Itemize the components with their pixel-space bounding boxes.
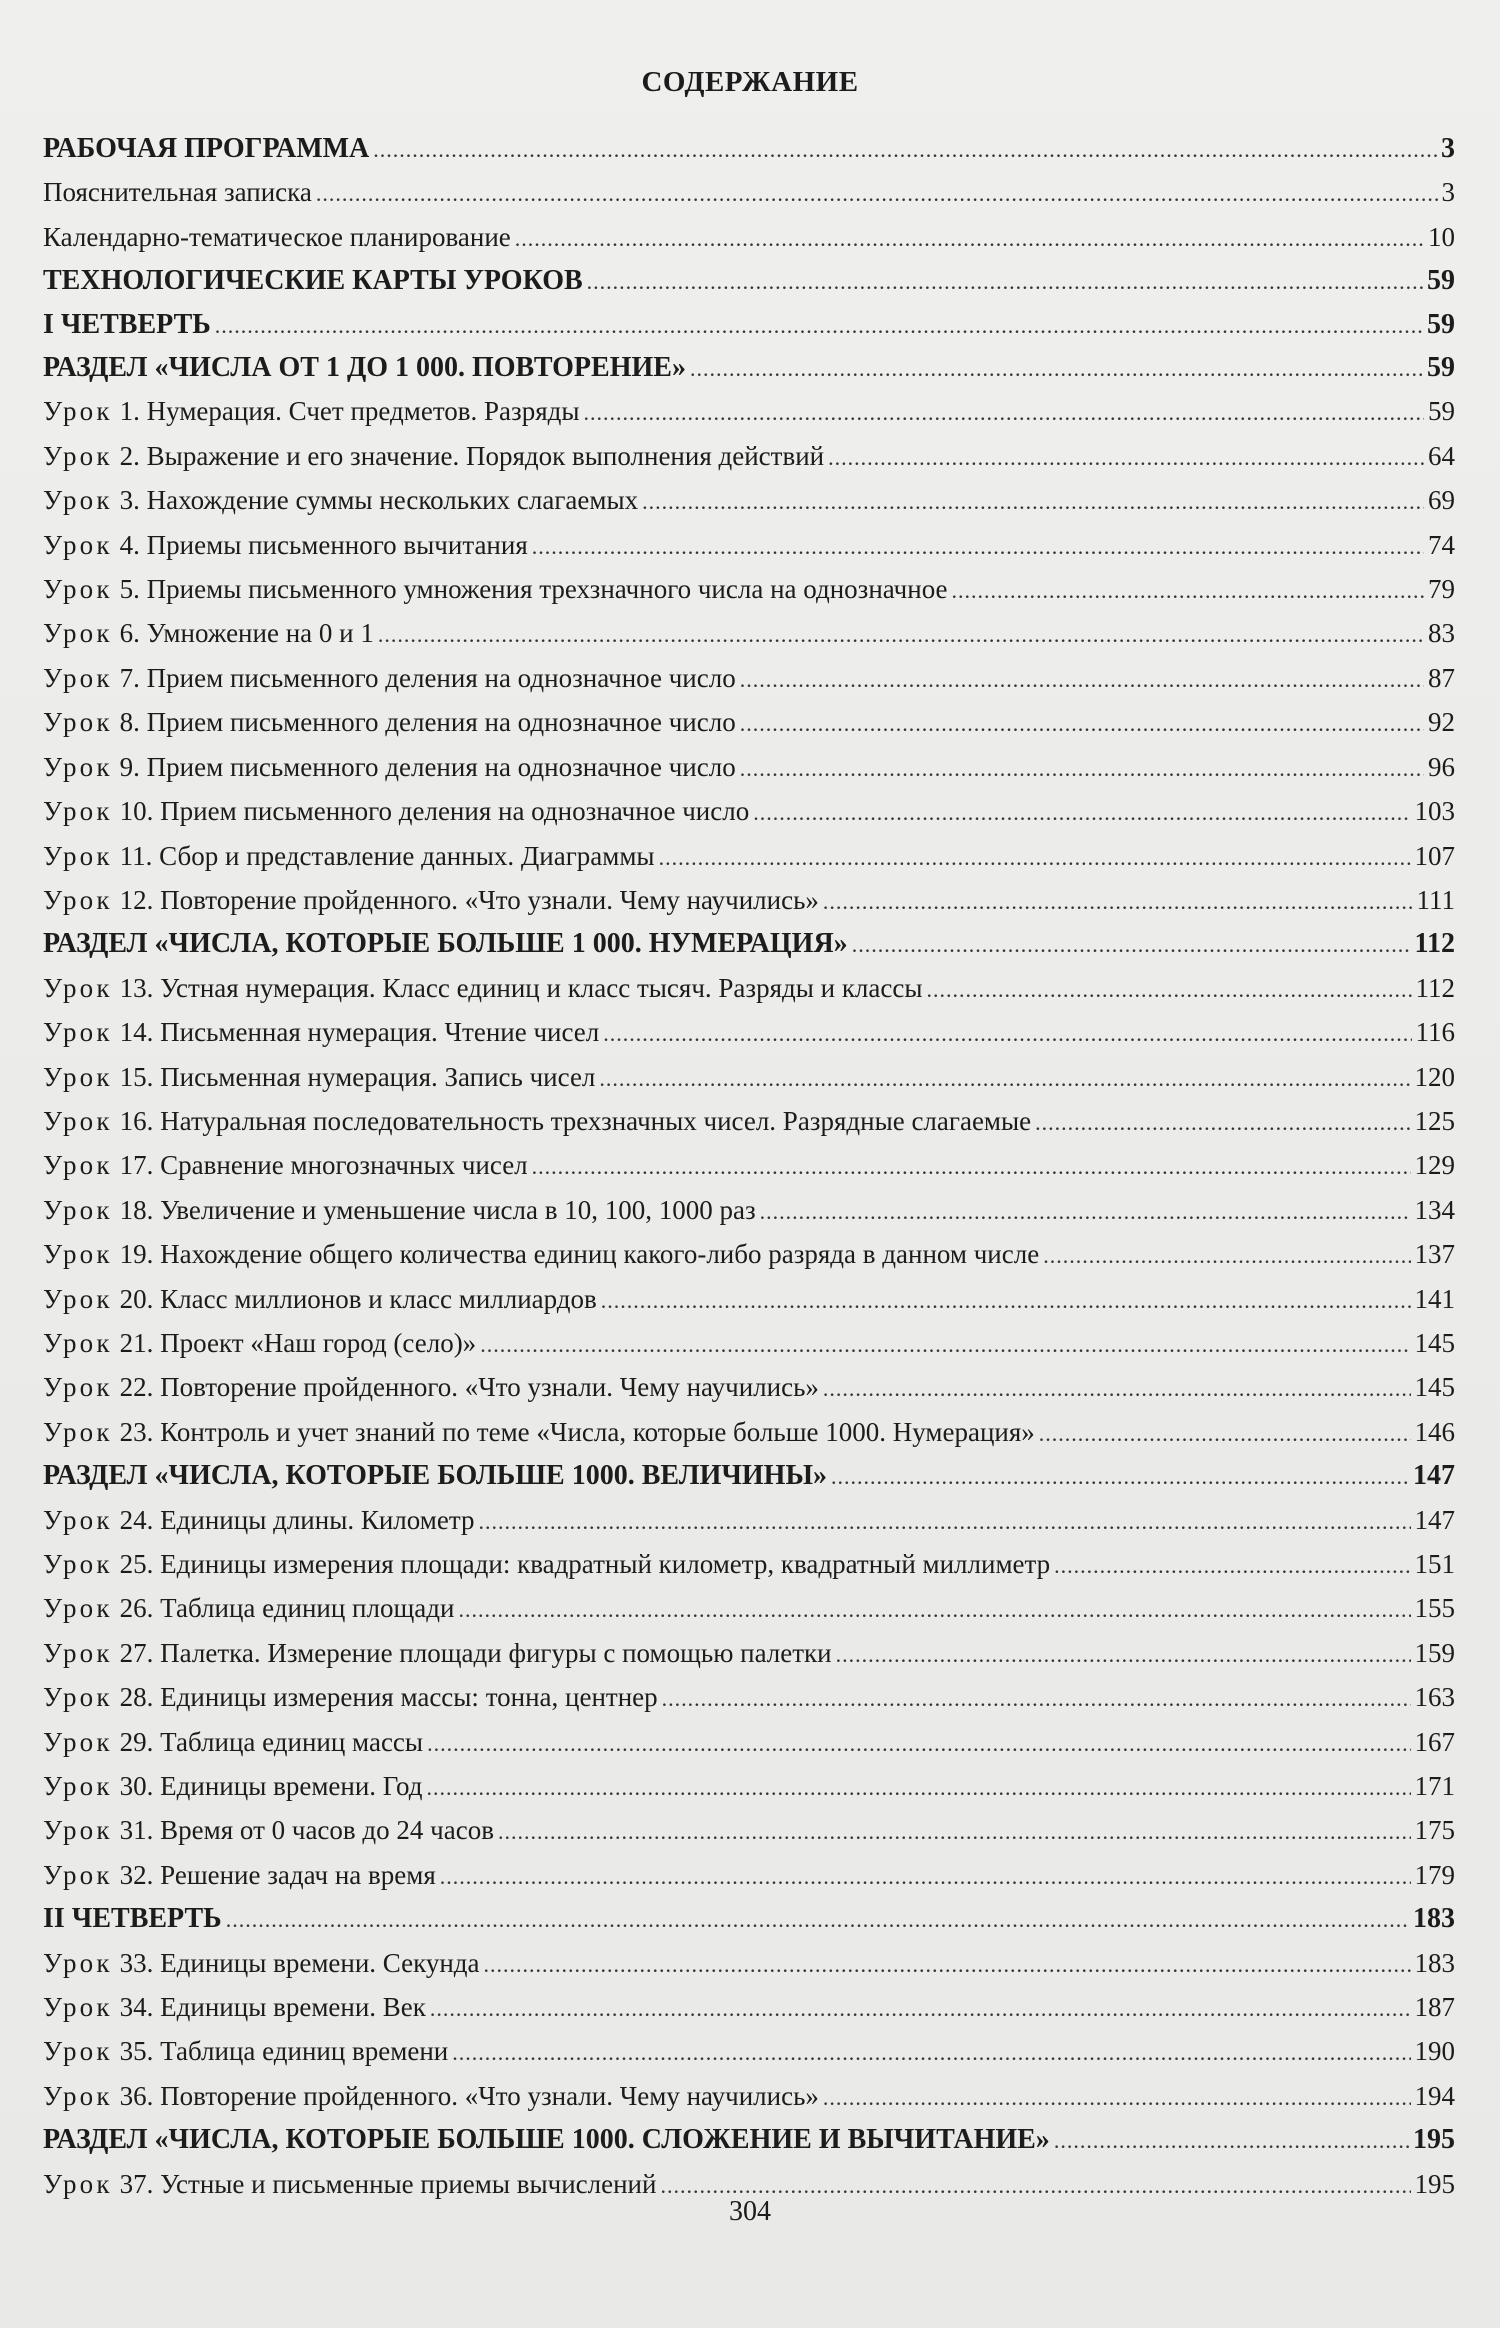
toc-entry-label xyxy=(43,1100,1031,1142)
dot-leader xyxy=(828,437,1424,479)
toc-entry xyxy=(43,879,1455,923)
toc-entry-text: 14. Письменная нумерация. Чтение чисел xyxy=(119,1017,600,1048)
toc-lesson-prefix: Урок xyxy=(43,1992,113,2023)
toc-page-number: 112 xyxy=(1414,928,1455,960)
toc-entry xyxy=(43,1854,1455,1898)
dot-leader xyxy=(690,348,1423,390)
toc-lesson-prefix: Урок xyxy=(43,396,113,427)
toc-entry-text: 26. Таблица единиц площади xyxy=(119,1593,455,1624)
page-number: 304 xyxy=(729,2196,771,2227)
toc-page-number: 59 xyxy=(1428,396,1455,427)
toc-entry-label xyxy=(43,479,638,521)
toc-entry-text: 29. Таблица единиц массы xyxy=(119,1726,424,1757)
toc-page-number: 87 xyxy=(1428,662,1455,693)
dot-leader xyxy=(662,1678,1411,1720)
toc-page-number: 59 xyxy=(1427,308,1455,340)
dot-leader xyxy=(427,1723,1410,1765)
toc-page-number: 125 xyxy=(1414,1105,1455,1136)
dot-leader xyxy=(587,261,1423,303)
toc-entry xyxy=(43,1322,1455,1366)
toc-entry-text: 24. Единицы длины. Километр xyxy=(119,1504,475,1535)
toc-entry-text: 30. Единицы времени. Год xyxy=(119,1771,423,1802)
toc-entry-label xyxy=(43,1854,436,1896)
toc-lesson-prefix: Урок xyxy=(43,1194,113,1225)
toc-entry-label xyxy=(43,1499,474,1541)
toc-entry-text: 34. Единицы времени. Век xyxy=(119,1992,426,2023)
toc-entry-text: 3. Нахождение суммы нескольких слагаемых xyxy=(119,485,639,516)
toc-page-number: 3 xyxy=(1441,133,1455,164)
toc-lesson-prefix: Урок xyxy=(43,2036,113,2067)
toc-section-heading xyxy=(43,923,1455,966)
toc-page-number: 79 xyxy=(1428,574,1455,605)
dot-leader xyxy=(440,1856,1411,1898)
toc-entry-text: 19. Нахождение общего количества единиц какого-либо разряда в данном числе xyxy=(119,1239,1040,1270)
toc-page-number: 74 xyxy=(1428,529,1455,560)
dot-leader xyxy=(478,1501,1410,1543)
toc-lesson-prefix: Урок xyxy=(43,1726,113,1757)
toc-page-number: 155 xyxy=(1414,1593,1455,1624)
toc-page-number: 151 xyxy=(1414,1549,1455,1579)
toc-lesson-prefix: Урок xyxy=(43,1372,113,1403)
toc-entry-label xyxy=(43,1809,494,1851)
toc-lesson-prefix: Урок xyxy=(43,796,113,827)
dot-leader xyxy=(316,173,1438,215)
toc-entry xyxy=(43,1721,1455,1765)
toc-entry-text: 36. Повторение пройденного. «Что узнали. Чему научились» xyxy=(119,2080,819,2111)
toc-lesson-prefix: Урок xyxy=(43,972,113,1003)
toc-entry xyxy=(43,1499,1455,1543)
table-of-contents xyxy=(43,128,1455,2207)
dot-leader xyxy=(852,924,1411,966)
dot-leader xyxy=(603,1013,1411,1055)
toc-entry-text: 25. Единицы измерения площади: квадратный километр, квадратный миллиметр xyxy=(119,1549,1051,1579)
toc-entry-text: 2. Выражение и его значение. Порядок выполнения действий xyxy=(119,440,825,471)
toc-entry xyxy=(43,171,1455,215)
toc-page-number: 120 xyxy=(1414,1061,1455,1092)
toc-page-number: 111 xyxy=(1416,884,1455,915)
toc-page-number: 163 xyxy=(1414,1682,1455,1713)
dot-leader xyxy=(515,218,1424,260)
toc-lesson-prefix: Урок xyxy=(43,618,113,649)
toc-entry-text: 11. Сбор и представление данных. Диаграммы xyxy=(119,840,655,871)
toc-entry xyxy=(43,1233,1455,1277)
toc-entry-text: 23. Контроль и учет знаний по теме «Числа, которые больше 1000. Нумерация» xyxy=(119,1416,1035,1447)
dot-leader xyxy=(1054,2120,1409,2162)
toc-entry-text: 13. Устная нумерация. Класс единиц и класс тысяч. Разряды и классы xyxy=(119,972,923,1003)
toc-page-number: 3 xyxy=(1441,177,1455,208)
toc-page-number: 179 xyxy=(1414,1859,1455,1890)
toc-page-number: 96 xyxy=(1428,751,1455,782)
toc-entry xyxy=(43,2030,1455,2074)
dot-leader xyxy=(823,881,1413,923)
toc-entry-text: РАЗДЕЛ «ЧИСЛА, КОТОРЫЕ БОЛЬШЕ 1000. ВЕЛИЧИНЫ» xyxy=(43,1460,827,1492)
toc-entry-label xyxy=(43,835,655,877)
toc-entry xyxy=(43,1676,1455,1720)
toc-page-number: 194 xyxy=(1414,2080,1455,2111)
toc-lesson-prefix: Урок xyxy=(43,662,113,693)
toc-entry-text: 32. Решение задач на время xyxy=(119,1859,436,1890)
toc-entry-text: 9. Прием письменного деления на однозначное число xyxy=(119,751,736,782)
toc-entry xyxy=(43,1942,1455,1986)
toc-page-number: 183 xyxy=(1413,1903,1455,1935)
dot-leader xyxy=(498,1811,1411,1853)
toc-entry-label xyxy=(43,790,749,832)
toc-entry-label xyxy=(43,1765,423,1807)
toc-page-number: 137 xyxy=(1414,1239,1455,1270)
dot-leader xyxy=(823,1368,1411,1410)
toc-page-number: 103 xyxy=(1414,796,1455,827)
toc-lesson-prefix: Урок xyxy=(43,884,113,915)
toc-entry-label xyxy=(43,1011,599,1053)
toc-entry-label xyxy=(43,1898,222,1940)
page-title: СОДЕРЖАНИЕ xyxy=(641,66,859,98)
dot-leader xyxy=(642,481,1424,523)
toc-page-number: 116 xyxy=(1415,1017,1455,1048)
toc-entry-text: 28. Единицы измерения массы: тонна, центнер xyxy=(119,1682,658,1713)
toc-page-number: 92 xyxy=(1428,707,1455,738)
dot-leader xyxy=(458,1589,1410,1631)
toc-lesson-prefix: Урок xyxy=(43,574,113,605)
toc-page-number: 134 xyxy=(1414,1194,1455,1225)
toc-page-number: 146 xyxy=(1414,1416,1455,1447)
toc-lesson-prefix: Урок xyxy=(43,1150,113,1181)
toc-entry-label xyxy=(43,746,736,788)
toc-entry-label xyxy=(43,1455,827,1497)
toc-page-number: 187 xyxy=(1414,1992,1455,2023)
dot-leader xyxy=(584,392,1425,434)
dot-leader xyxy=(740,703,1424,745)
toc-entry-label xyxy=(43,1986,426,2028)
toc-page-number: 59 xyxy=(1427,352,1455,384)
toc-lesson-prefix: Урок xyxy=(43,751,113,782)
toc-entry-text: Календарно-тематическое планирование xyxy=(43,221,511,252)
toc-entry xyxy=(43,1411,1455,1455)
toc-entry-label xyxy=(43,1278,597,1320)
toc-entry-text: 37. Устные и письменные приемы вычислений xyxy=(119,2168,657,2199)
toc-entry-text: 4. Приемы письменного вычитания xyxy=(119,529,528,560)
toc-entry xyxy=(43,967,1455,1011)
dot-leader xyxy=(430,1988,1411,2030)
toc-entry xyxy=(43,1632,1455,1676)
toc-entry xyxy=(43,1100,1455,1144)
toc-entry-text: 18. Увеличение и уменьшение числа в 10, 100, 1000 раз xyxy=(119,1194,756,1225)
toc-entry-text: 20. Класс миллионов и класс миллиардов xyxy=(119,1283,597,1314)
toc-entry xyxy=(43,1366,1455,1410)
toc-entry-label xyxy=(43,923,848,965)
toc-entry-label xyxy=(43,1056,595,1098)
toc-entry-text: 16. Натуральная последовательность трехзначных чисел. Разрядные слагаемые xyxy=(119,1105,1032,1136)
toc-page-number: 195 xyxy=(1414,2168,1455,2199)
toc-entry xyxy=(43,1278,1455,1322)
toc-entry xyxy=(43,835,1455,879)
toc-lesson-prefix: Урок xyxy=(43,2168,113,2199)
dot-leader xyxy=(740,748,1424,790)
toc-page-number: 175 xyxy=(1414,1815,1455,1846)
toc-lesson-prefix: Урок xyxy=(43,707,113,738)
toc-lesson-prefix: Урок xyxy=(43,840,113,871)
toc-lesson-prefix: Урок xyxy=(43,1105,113,1136)
dot-leader xyxy=(599,1058,1410,1100)
toc-entry-label xyxy=(43,171,312,213)
toc-entry-text: 10. Прием письменного деления на однозначное число xyxy=(119,796,750,827)
toc-entry xyxy=(43,701,1455,745)
toc-entry-label xyxy=(43,524,528,566)
toc-lesson-prefix: Урок xyxy=(43,1682,113,1713)
toc-entry-label xyxy=(43,1721,423,1763)
toc-lesson-prefix: Урок xyxy=(43,1947,113,1978)
toc-section-heading xyxy=(43,260,1455,303)
toc-entry-label xyxy=(43,1366,819,1408)
toc-page-number: 141 xyxy=(1414,1283,1455,1314)
toc-lesson-prefix: Урок xyxy=(43,1327,113,1358)
toc-entry-label xyxy=(43,1411,1035,1453)
toc-lesson-prefix: Урок xyxy=(43,1771,113,1802)
toc-entry-label xyxy=(43,216,511,258)
toc-entry-text: 6. Умножение на 0 и 1 xyxy=(119,618,374,649)
toc-lesson-prefix: Урок xyxy=(43,2080,113,2111)
toc-entry-label xyxy=(43,1942,480,1984)
toc-entry-text: 22. Повторение пройденного. «Что узнали. Чему научились» xyxy=(119,1372,819,1403)
toc-entry-text: 15. Письменная нумерация. Запись чисел xyxy=(119,1061,596,1092)
toc-page-number: 147 xyxy=(1414,1504,1455,1535)
dot-leader xyxy=(1035,1102,1410,1144)
toc-entry-label xyxy=(43,1543,1050,1585)
toc-entry xyxy=(43,657,1455,701)
toc-entry-label xyxy=(43,967,923,1009)
dot-leader xyxy=(659,837,1411,879)
toc-section-heading xyxy=(43,304,1455,347)
toc-entry xyxy=(43,1765,1455,1809)
toc-entry-label xyxy=(43,2075,819,2117)
toc-entry-text: РАБОЧАЯ ПРОГРАММА xyxy=(43,133,370,164)
toc-entry-label xyxy=(43,701,736,743)
toc-entry xyxy=(43,1543,1455,1587)
toc-lesson-prefix: Урок xyxy=(43,1504,113,1535)
toc-section-heading xyxy=(43,1455,1455,1498)
toc-lesson-prefix: Урок xyxy=(43,1859,113,1890)
toc-entry xyxy=(43,1189,1455,1233)
toc-entry xyxy=(43,612,1455,656)
toc-entry-label xyxy=(43,568,948,610)
toc-lesson-prefix: Урок xyxy=(43,1017,113,1048)
dot-leader xyxy=(373,129,1437,171)
toc-page-number: 145 xyxy=(1414,1372,1455,1403)
toc-page-number: 159 xyxy=(1414,1637,1455,1668)
toc-entry-text: 33. Единицы времени. Секунда xyxy=(119,1947,480,1978)
toc-entry-label xyxy=(43,879,819,921)
toc-entry-label xyxy=(43,390,580,432)
toc-entry xyxy=(43,1587,1455,1631)
toc-lesson-prefix: Урок xyxy=(43,1637,113,1668)
toc-page-number: 145 xyxy=(1414,1327,1455,1358)
toc-page-number: 129 xyxy=(1414,1150,1455,1181)
toc-page-number: 107 xyxy=(1414,840,1455,871)
dot-leader xyxy=(452,2032,1410,2074)
toc-entry-text: 35. Таблица единиц времени xyxy=(119,2036,449,2067)
dot-leader xyxy=(823,2077,1411,2119)
toc-lesson-prefix: Урок xyxy=(43,485,113,516)
dot-leader xyxy=(952,570,1424,612)
toc-entry xyxy=(43,479,1455,523)
dot-leader xyxy=(532,1146,1411,1188)
toc-entry-text: Пояснительная записка xyxy=(43,177,312,208)
toc-entry xyxy=(43,1986,1455,2030)
toc-entry-text: 31. Время от 0 часов до 24 часов xyxy=(119,1815,494,1846)
dot-leader xyxy=(1043,1235,1410,1277)
toc-entry-text: 1. Нумерация. Счет предметов. Разряды xyxy=(119,396,580,427)
toc-section-heading xyxy=(43,347,1455,390)
toc-entry xyxy=(43,1144,1455,1188)
toc-lesson-prefix: Урок xyxy=(43,1239,113,1270)
dot-leader xyxy=(226,1899,1409,1941)
toc-entry-label xyxy=(43,1632,832,1674)
toc-entry-label xyxy=(43,1233,1039,1275)
toc-lesson-prefix: Урок xyxy=(43,1815,113,1846)
toc-page-number: 10 xyxy=(1428,221,1455,252)
toc-entry xyxy=(43,216,1455,260)
toc-entry-text: ТЕХНОЛОГИЧЕСКИЕ КАРТЫ УРОКОВ xyxy=(43,265,583,297)
dot-leader xyxy=(601,1280,1411,1322)
toc-page-number: 112 xyxy=(1415,972,1455,1003)
dot-leader xyxy=(378,614,1424,656)
toc-entry xyxy=(43,568,1455,612)
toc-entry-text: 7. Прием письменного деления на однозначное число xyxy=(119,662,736,693)
toc-entry-text: II ЧЕТВЕРТЬ xyxy=(43,1903,222,1935)
toc-lesson-prefix: Урок xyxy=(43,440,113,471)
toc-entry-text: 17. Сравнение многозначных чисел xyxy=(119,1150,528,1181)
toc-page-number: 147 xyxy=(1413,1460,1455,1492)
toc-entry-text: 27. Палетка. Измерение площади фигуры с помощью палетки xyxy=(119,1637,832,1668)
toc-lesson-prefix: Урок xyxy=(43,1416,113,1447)
toc-lesson-prefix: Урок xyxy=(43,529,113,560)
toc-entry-text: I ЧЕТВЕРТЬ xyxy=(43,308,211,340)
toc-entry-text: РАЗДЕЛ «ЧИСЛА ОТ 1 ДО 1 000. ПОВТОРЕНИЕ» xyxy=(43,352,686,384)
toc-entry xyxy=(43,1011,1455,1055)
toc-entry-label xyxy=(43,1587,454,1629)
dot-leader xyxy=(215,305,1423,347)
toc-page-number: 183 xyxy=(1414,1947,1455,1978)
toc-lesson-prefix: Урок xyxy=(43,1549,113,1579)
toc-entry-label xyxy=(43,2030,448,2072)
dot-leader xyxy=(1054,1545,1410,1587)
toc-entry-label xyxy=(43,347,686,389)
toc-entry-text: РАЗДЕЛ «ЧИСЛА, КОТОРЫЕ БОЛЬШЕ 1000. СЛОЖЕНИЕ И ВЫЧИТАНИЕ» xyxy=(43,2124,1050,2156)
toc-page-number: 167 xyxy=(1414,1726,1455,1757)
toc-entry-label xyxy=(43,304,211,346)
dot-leader xyxy=(484,1944,1411,1986)
toc-page-number: 64 xyxy=(1428,440,1455,471)
toc-entry xyxy=(43,1809,1455,1853)
toc-page-number: 83 xyxy=(1428,618,1455,649)
toc-page-number: 171 xyxy=(1414,1771,1455,1802)
toc-entry-text: РАЗДЕЛ «ЧИСЛА, КОТОРЫЕ БОЛЬШЕ 1 000. НУМЕРАЦИЯ» xyxy=(43,928,848,960)
toc-section-heading xyxy=(43,128,1455,171)
toc-entry xyxy=(43,390,1455,434)
toc-entry-label xyxy=(43,435,824,477)
toc-entry-text: 21. Проект «Наш город (село)» xyxy=(119,1327,477,1358)
toc-entry-label xyxy=(43,657,736,699)
dot-leader xyxy=(927,969,1412,1011)
toc-page-number: 195 xyxy=(1413,2124,1455,2156)
dot-leader xyxy=(760,1191,1411,1233)
toc-entry-label xyxy=(43,260,583,302)
toc-entry-text: 5. Приемы письменного умножения трехзначного числа на однозначное xyxy=(119,574,948,605)
toc-entry-text: 12. Повторение пройденного. «Что узнали. Чему научились» xyxy=(119,884,819,915)
toc-page-number: 59 xyxy=(1427,265,1455,297)
toc-section-heading xyxy=(43,1898,1455,1941)
toc-entry xyxy=(43,435,1455,479)
toc-section-heading xyxy=(43,2119,1455,2162)
toc-entry xyxy=(43,790,1455,834)
toc-entry xyxy=(43,2075,1455,2119)
toc-page-number: 190 xyxy=(1414,2036,1455,2067)
toc-entry-label xyxy=(43,2119,1050,2161)
dot-leader xyxy=(753,792,1410,834)
dot-leader xyxy=(1039,1413,1411,1455)
dot-leader xyxy=(740,659,1424,701)
toc-entry-text: 8. Прием письменного деления на однозначное число xyxy=(119,707,736,738)
toc-entry xyxy=(43,746,1455,790)
toc-lesson-prefix: Урок xyxy=(43,1283,113,1314)
toc-entry-label xyxy=(43,1322,476,1364)
toc-lesson-prefix: Урок xyxy=(43,1593,113,1624)
dot-leader xyxy=(427,1767,1411,1809)
toc-entry xyxy=(43,524,1455,568)
toc-entry-label xyxy=(43,1676,658,1718)
toc-entry-label xyxy=(43,1189,756,1231)
dot-leader xyxy=(532,526,1424,568)
toc-entry xyxy=(43,1056,1455,1100)
dot-leader xyxy=(831,1456,1409,1498)
toc-entry-label xyxy=(43,612,374,654)
dot-leader xyxy=(480,1324,1410,1366)
toc-entry-label xyxy=(43,1144,528,1186)
toc-lesson-prefix: Урок xyxy=(43,1061,113,1092)
toc-page-number: 69 xyxy=(1428,485,1455,516)
dot-leader xyxy=(836,1634,1411,1676)
toc-entry-label xyxy=(43,128,369,170)
